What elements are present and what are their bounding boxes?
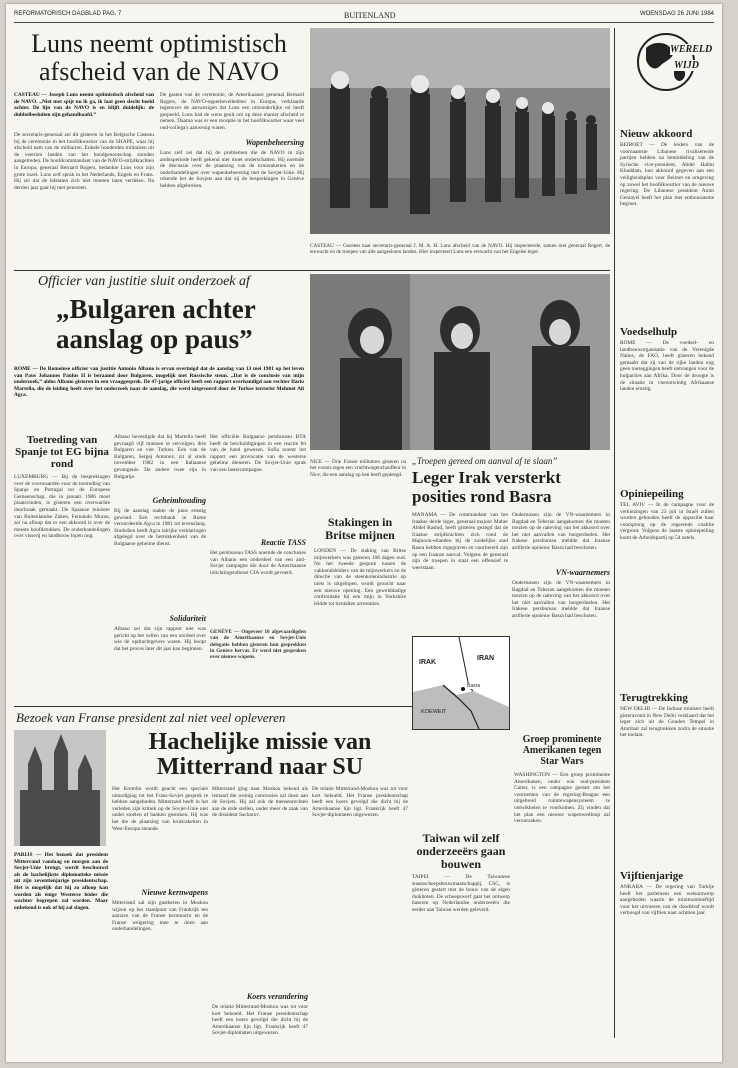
irak-body: MANAMA — De commandant van het Iraakse derde leger, generaal-majoor Maher Abdel Rashid, heeft gisteren gezegd dat de Iraakse strijdkrachten zich rond de Majnoon-eilanden bij de zuidelijke stad Basra hebben ingegraven en voorbereid zijn op een Iraanse aanval. Volgens de generaal zijn de troepen in staat een offensief te weerstaan. bbox=[412, 512, 508, 571]
nice-caption: NICE — Drie Franse militairen gisteren na het vonnis tegen een vrachtwagenchauffeur in Nice, die een aanslag op hen heeft gepleegd. bbox=[310, 459, 406, 478]
starwars-headline: Groep prominente Amerikanen tegen Star Wars bbox=[522, 734, 602, 767]
mitterrand-photo bbox=[14, 730, 106, 846]
section-rule-1 bbox=[14, 270, 610, 271]
stakingen-headline: Stakingen in Britse mijnen bbox=[325, 515, 395, 542]
luns-headline: Luns neemt optimistisch afscheid van de NAVO bbox=[31, 29, 287, 86]
bulgaren-subhead-2: Solidariteit bbox=[169, 614, 206, 623]
mitterrand-body: PARIJS — Het bezoek dat president Mitterrand vandaag en morgen aan de Sovjet-Unie brengt, wordt beschouwd als de hachelijkste diplomatieke missie uit zijn zeventienjarige presidentschap. Het is mogelijk dat hij zo afloop kan worden als enige Westerse leider die wachter begrepen zal worden. Maar onbekend is ook of hij zal slagen. bbox=[14, 852, 108, 911]
irak-col2: Ondertussen zijn de VN-waarnemers in Bagdad en Teheran aangekomen die moeten toezien op de naleving van het akkoord over het niet aanvallen van burgerdoelen. Het Irakese persbureau meldde dat Iraanse artillerie opnieuw Basra had beschoten. bbox=[512, 512, 610, 551]
sidebar-heading-5: Vijftienjarige bbox=[620, 870, 684, 882]
mitterrand-col2b: Mitterrand zal zijn gastheren in Moskou wijzen op het standpunt van Frankrijk ten aanzien van de Franse kernmacht en de Franse weigering mee te doen aan onderhandelingen. bbox=[112, 900, 208, 933]
iraq-iran-map bbox=[412, 636, 510, 730]
bulgaren-subhead-3: Reactie TASS bbox=[260, 538, 306, 547]
bulgaren-col3: Het officiële Bulgaarse persbureau BTA heeft de beschuldigingen in een reactie fel van de hand gewezen. Sofia noemt het rapport een provocatie van de westerse geheime diensten. De Sovjet-Unie sprak van een lastercampagne. bbox=[210, 434, 306, 473]
sidebar-body-3: TEL AVIV — In de campagne voor de verkiezingen van 23 juli in Israël zullen worden gehouden heeft de oppositie haar voorsprong op de regerende coalitie vergroot. Volgens de laatste opiniepeiling komt de Arbeidspartij op 54 zetels. bbox=[620, 502, 714, 541]
sidebar-body-1: BEIROET — De leiders van de voornaamste Libanese rivaliserende partijen hebben na bemiddeling van de Syrische vice-president, Abdel Halim Khaddam, hun akkoord gegeven aan een veiligheidsplan voor Beiroet en omgeving op zowel het hoofdkwartier van de nieuwe regering. De Libanese president Amin Gemayel heeft het plan met enthousiasme begroet. bbox=[620, 142, 714, 208]
bulgaren-col2b: Bij de aanslag raakte de paus ernstig gewond. Een rechtbank in Rome veroordeelde Agca in 1981 tot levenslang. Sindsdien heeft Agca talrijke verklaringen afgelegd over de betrokkenheid van de Bulgaarse geheime dienst. bbox=[114, 508, 206, 547]
sidebar-body-5: ANKARA — De regering van Turkije heeft het parlement een wetsontwerp aangeboden waarin de minimumleeftijd voor het uitvoeren van de doodstraf wordt verhoogd van vijftien naar achttien jaar. bbox=[620, 884, 714, 917]
sidebar-heading-4: Terugtrekking bbox=[620, 692, 688, 704]
paper-name: REFORMATORISCH DAGBLAD PAG. 7 bbox=[14, 11, 122, 17]
sidebar-body-4: NEW DELHI — De Indiase minister heeft gisteravond in New Delhi verklaard dat het leger zich uit de Gouden Tempel in Amritsar zal terugtrekken zodra de situatie het toelaat. bbox=[620, 706, 714, 739]
newspaper-page bbox=[6, 4, 722, 1062]
map-graphic bbox=[413, 637, 509, 729]
irak-body2: Ondertussen zijn de VN-waarnemers in Bagdad en Teheran aangekomen die moeten toezien op de naleving van het akkoord over het niet aanvallen van burgerdoelen. Het Irakese persbureau meldde dat Iraanse artillerie opnieuw Basra had beschoten. bbox=[512, 580, 610, 619]
wereld-wijd-logo bbox=[618, 30, 714, 94]
luns-col2: De gasten van de ceremonie, de Amerikaanse generaal Bernard Rogers, de NAVO-opperbevelhebber in Europa, verklaarde tegenover de aanwezigen dat Luns een uitzonderlijke rol heeft gespeeld. Luns had de wens geuit om op deze manier afscheid te nemen. Daarna was er een receptie in het hoofdkwartier waar veel oud-collega's aanwezig waren. bbox=[160, 92, 304, 131]
mitterrand-headline: Hachelijke missie van Mitterrand naar SU bbox=[148, 729, 372, 780]
irak-subhead: VN-waarnemers bbox=[555, 568, 610, 577]
luns-lead: CASTEAU — Joseph Luns neemt optimistisch afscheid van de NAVO. „Niet met spijt nu ik ga, ik laat geen slecht beeld achter. De lijn van de NAVO is en blijft duidelijk: de dubbelbesluiten zijn gehandhaafd.” bbox=[14, 92, 154, 118]
sidebar-heading-1: Nieuw akkoord bbox=[620, 128, 693, 140]
map-label-iraq: IRAK bbox=[419, 659, 437, 666]
nice-photo bbox=[310, 274, 610, 450]
luns-photo-caption: CASTEAU — Gezeten naar secretaris-generaal J. M. A. H. Luns afscheid van de NAVO. Hij inspecteerde, samen met generaal Rogert, de erewacht en de troepen van alle aangesloten landen. Hier inspecteert Luns een erewacht van het Engelse leger. bbox=[310, 243, 610, 256]
issue-date: WOENSDAG 26 JUNI 1984 bbox=[639, 11, 714, 17]
honor-guard-image bbox=[310, 28, 610, 234]
bulgaren-subhead-1: Geheimhouding bbox=[152, 496, 206, 505]
mitterrand-col4: De relatie Mitterrand-Moskou was tot voor kort bekoeld. Het Franse presidentschap heeft een koers gevolgd die dicht bij de Amerikaanse lijn ligt. Frankrijk heeft 47 Sovjet-diplomaten uitgewezen. bbox=[312, 786, 408, 819]
mitterrand-subhead-2: Koers verandering bbox=[246, 992, 308, 1001]
toetreding-headline: Toetreding van Spanje tot EG bijna rond bbox=[15, 434, 109, 470]
map-label-basra: Basra bbox=[467, 683, 481, 689]
mitterrand-subhead-1: Nieuwe kernwapens bbox=[141, 888, 208, 897]
running-head bbox=[14, 8, 714, 23]
mitterrand-kicker: Bezoek van Franse president zal niet veel opleveren bbox=[16, 710, 286, 725]
section-rule-2 bbox=[14, 706, 412, 707]
mitterrand-col3b: De relatie Mitterrand-Moskou was tot voor kort bekoeld. Het Franse presidentschap heeft een koers gevolgd die dicht bij de Amerikaanse lijn ligt. Frankrijk heeft 47 Sovjet-diplomaten uitgewezen. bbox=[212, 1004, 308, 1037]
sidebar-heading-2: Voedselhulp bbox=[620, 326, 678, 338]
taiwan-body: TAIPEI — De Taiwanese staatsscheepsbouwmaatschappij, CSC, is gisteren gestart met de bouw van de eigen duikboten. De scheepswerf gaat het ontwerp baseren op Nederlandse onderzeeërs die eerder aan Taiwan werden geleverd. bbox=[412, 874, 510, 913]
map-label-iran: IRAN bbox=[477, 655, 495, 662]
toetreding-body: LUXEMBURG — Bij de besprekingen over de voorwaarden voor de toetreding van Spanje en Portugal tot de Europese Gemeenschap, die in januari 1986 moet plaatsvinden, is gisteren een overwachte doorbraak gemaakt. De Spaanse minister van Buitenlandse Zaken, Fernando Moran, zei na afloop dat er een akkoord is over de meeste hoofdstukken. De onderhandelingen over visserij en landbouw lopen nog. bbox=[14, 474, 110, 540]
bulgaren-col2c: Albano zei dat zijn rapport niet was gericht op het vellen van een oordeel over wie de opdrachtgevers waren. Hij hoopt dat het proces later dit jaar kan beginnen. bbox=[114, 626, 206, 652]
mitterrand-col2: Het Kremlin wordt geacht een speciale uitnodiging tot het Frans-Sovjet gesprek te hebben aangeboden. Mitterrand heeft in het verleden zijn kritiek op de Sovjet-Unie niet onder stoelen of banken gestoken. Hij was het die de plaatsing van kruisraketten in West-Europa steunde. bbox=[112, 786, 208, 832]
geneve-caption: GENÈVE — Ongeveer 10 afgevaardigden van de Amerikaanse en Sovjet-Unie delegatie hebben gisteren hun gesprekken in Genève hervat. Er werd niet gesproken over nieuwe wapens. bbox=[210, 629, 306, 660]
irak-kicker: „Troepen gereed om aanval af te slaan” bbox=[412, 456, 558, 466]
map-label-koeweit: KOEWEIT bbox=[421, 709, 447, 715]
logo-text-bottom: WIJD bbox=[674, 60, 700, 71]
starwars-body: WASHINGTON — Een groep prominente Amerikanen, onder wie oud-president Carter, is een campagne gestart om het voornemen van de regering-Reagan een uitgebreid ruimtewapensysteem te ontwikkelen te voorkomen. Zij vinden dat het plan een nieuwe wapenwedloop zal veroorzaken. bbox=[514, 772, 610, 825]
kremlin-image bbox=[14, 730, 106, 846]
bulgaren-col2: Albano bevestigde dat hij Martella heeft gevraagd vijf mannen te vervolgen, drie Bulgaren en vier Turken. Eén van de Bulgaren, Sergej Antonov, zit al sinds november 1982 in een Italiaanse gevangenis. De andere twee zijn in Bulgarije. bbox=[114, 434, 206, 480]
luns-body: De secretaris-generaal zei dit gisteren in het Belgische Casteau bij de ceremonie in het hoofdkwartier van de SHAPE, waar hij afscheid nam van de militairen. Enkele honderden militairen uit de veertien landen van het bondgenootschap stonden aangetreden. De hoofdcommandant van de NAVO-strijdkrachten in Europa, generaal Bernard Rogers, bedankte Luns voor zijn grote inzet. Luns zelf sprak in het Nederlands, Engels en Frans. Hij zei dat de lidstaten zich niet moeten laten verdelen. Na dertien jaar gaat hij met pensioen. bbox=[14, 132, 155, 191]
taiwan-headline: Taiwan wil zelf onderzeeërs gaan bouwen bbox=[416, 831, 506, 871]
stakingen-body: LONDEN — De staking van Britse mijnwerkers was gisteren 108 dagen oud. Nu het tweede gesprek tussen de vakbondsleiders van de mijnwerkers en de directie van de steenkolenindustrie op niets is uitgelopen, wordt gezocht naar een nieuwe opening. Een gewelddadige confrontatie bij een mijn in Yorkshire leidde tot tientallen arrestaties. bbox=[314, 548, 406, 607]
section-name: BUITENLAND bbox=[344, 11, 396, 20]
sidebar-divider bbox=[614, 28, 615, 1038]
luns-col3: Luns zelf zei dat hij de problemen die de NAVO in zijn ambtsperiode heeft gekend niet moet onderschatten. Hij noemde de discussie over de plaatsing van de kruisraketten en de onderhandelingen over wapenbeheersing met de Sovjet-Unie. Hij rekende het de Sovjets aan dat zij de besprekingen in Genève hebben afgebroken. bbox=[160, 150, 304, 189]
bulgaren-kicker: Officier van justitie sluit onderzoek af bbox=[38, 274, 250, 289]
logo-text-top: WERELD bbox=[670, 44, 713, 55]
sidebar-body-2: ROME — De voedsel- en landbouworganisatie van de Verenigde Naties, de FAO, heeft gisteren bekend gemaakt dat zij van de rijke landen nog geen toezeggingen heeft ontvangen voor de hulpacties aan Afrika. Door de droogte is de situatie in vierentwintig Afrikaanse landen ernstig. bbox=[620, 340, 714, 393]
mitterrand-col3: Mitterrand ging naar Moskou bekend als iemand die weinig concessies zal doen aan de Sovjets. Hij zal ook de mensenrechten aan de orde stellen, onder meer de zaak van de dissident Sacharov. bbox=[212, 786, 308, 819]
soldiers-image bbox=[310, 274, 610, 450]
luns-subhead: Wapenbeheersing bbox=[245, 138, 304, 147]
bulgaren-headline: „Bulgaren achter aanslag op paus” bbox=[56, 294, 256, 354]
globe-icon bbox=[618, 30, 714, 94]
luns-photo bbox=[310, 28, 610, 234]
irak-headline: Leger Irak versterkt posities rond Basra bbox=[412, 468, 561, 506]
sidebar-heading-3: Opiniepeiling bbox=[620, 488, 684, 500]
bulgaren-lead: ROME — De Romeinse officier van justitie Antonio Albano is ervan overtuigd dat de aanslag van 13 mei 1981 op het leven van Paus Johannes Paulus II is beraamd door Bulgaren, mogelijk met Russische steun. „Dat is de conclusie van mijn onderzoek,” aldus Albano gisteren in een vraaggesprek. De 47-jarige officier heeft een rapport overhandigd aan rechter Ilario Martella, die de leiding heeft over het onderzoek naar de aanslag, die werd uitgevoerd door de Turkse terrorist Mehmet Ali Agca. bbox=[14, 366, 304, 399]
bulgaren-col3b: Het persbureau TASS noemde de conclusies van Albano een onderdeel van een anti-Sovjet campagne die door de Amerikaanse inlichtingendienst CIA wordt gevoerd. bbox=[210, 550, 306, 576]
